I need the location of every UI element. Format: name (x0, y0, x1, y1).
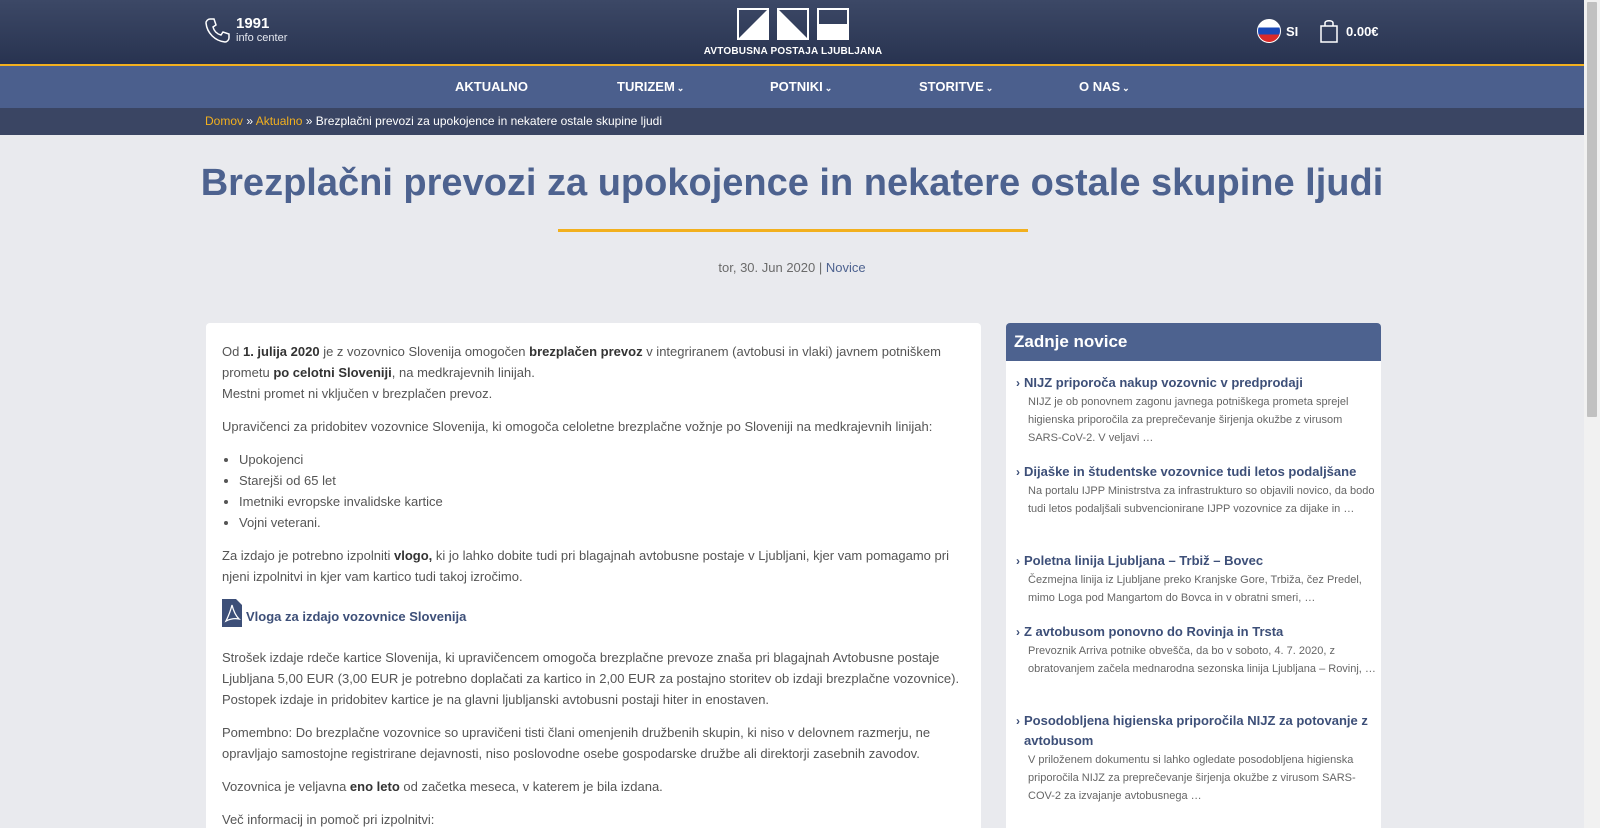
news-title[interactable]: Poletna linija Ljubljana – Trbiž – Bovec (1024, 553, 1264, 568)
eligible-list (239, 449, 965, 533)
text: ki jo lahko dobite tudi pri blagajnah avtobusne postaje v Ljubljani, kjer vam pomagamo pri njeni izpolnitvi in kjer vam kartico tudi takoj izročimo. (222, 548, 949, 584)
sidebar-heading: Zadnje novice (1006, 323, 1381, 361)
breadcrumb-separator: » (305, 114, 313, 128)
bold-text: 1. julija 2020 (242, 344, 320, 359)
shopping-bag-icon (1318, 18, 1340, 44)
news-excerpt: Čezmejna linija iz Ljubljane preko Kranjske Gore, Trbiža, čez Predel, mimo Loga pod Mangartom do Bovca in v obratni smeri, … (1028, 574, 1362, 604)
news-title[interactable]: Z avtobusom ponovno do Rovinja in Trsta (1024, 624, 1284, 639)
post-category[interactable]: Novice (825, 260, 866, 275)
breadcrumb-aktualno[interactable]: Aktualno (255, 114, 303, 128)
chevron-right-icon: › (1016, 465, 1020, 479)
chevron-right-icon: › (1016, 376, 1020, 390)
nav-aktualno[interactable] (455, 79, 528, 94)
news-item[interactable] (1016, 711, 1376, 805)
logo-text: AVTOBUSNA POSTAJA LJUBLJANA (703, 46, 883, 57)
slovenia-flag-icon (1257, 19, 1281, 43)
phone-icon (204, 16, 230, 44)
logo-mark-3 (817, 8, 849, 40)
language-label: SI (1286, 23, 1299, 39)
article-body (206, 323, 981, 828)
nav-o-nas[interactable] (1079, 79, 1130, 94)
chevron-right-icon: › (1016, 714, 1020, 728)
paragraph-eligible: Upravičenci za pridobitev vozovnice Slovenija, ki omogoča celoletne brezplačne vožnje po Sloveniji na medkrajevnih linijah: (222, 419, 933, 434)
nav-storitve[interactable] (919, 79, 993, 94)
news-item[interactable] (1016, 462, 1376, 518)
page-title: Brezplačni prevozi za upokojence in nekatere ostale skupine ljudi (200, 162, 1384, 204)
news-item[interactable] (1016, 373, 1376, 447)
paragraph-more-info: Več informacij in pomoč pri izpolnitvi: (222, 812, 435, 827)
bold-text: brezplačen prevoz (529, 344, 643, 359)
news-excerpt: Prevoznik Arriva potnike obvešča, da bo v soboto, 4. 7. 2020, z obratovanjem začela mednarodna sezonska linija Ljubljana – Rovinj, … (1028, 645, 1376, 675)
paragraph-intro (222, 341, 965, 404)
paragraph-application (222, 545, 965, 587)
language-switcher[interactable] (1257, 19, 1298, 43)
chevron-right-icon: › (1016, 625, 1020, 639)
main-nav (0, 66, 1584, 108)
text: Mestni promet ni vključen v brezplačen prevoz. (222, 386, 493, 401)
title-underline (558, 229, 1028, 232)
text: , na medkrajevnih linijah. (391, 365, 535, 380)
logo-mark-1 (737, 8, 769, 40)
news-excerpt: NIJZ je ob ponovnem zagonu javnega potniškega prometa sprejel higienska priporočila za preprečevanje širjenja okužbe z virusom SARS-CoV-2. V veljavi … (1028, 396, 1349, 444)
list-item: • Starejši od 65 let (239, 470, 965, 491)
list-item: • Upokojenci (239, 449, 965, 470)
nav-label: AKTUALNO (455, 79, 528, 94)
scrollbar-thumb[interactable] (1587, 2, 1597, 417)
page-scrollbar[interactable] (1584, 0, 1600, 828)
breadcrumb-home[interactable]: Domov (205, 114, 244, 128)
news-title[interactable]: Dijaške in študentske vozovnice tudi letos podaljšane (1024, 464, 1357, 479)
site-logo[interactable] (693, 8, 893, 57)
text: Od (222, 344, 243, 359)
nav-label: O NAS (1079, 79, 1121, 94)
chevron-down-icon: ⌄ (676, 83, 685, 93)
breadcrumb (0, 108, 1584, 135)
cart-button[interactable] (1318, 18, 1379, 44)
nav-potniki[interactable] (770, 79, 832, 94)
pdf-link[interactable]: Vloga za izdajo vozovnice Slovenija (246, 609, 467, 624)
news-title[interactable]: NIJZ priporoča nakup vozovnic v predprodaji (1024, 375, 1303, 390)
news-excerpt: Na portalu IJPP Ministrstva za infrastrukturo so objavili novico, da bodo tudi letos podaljšali subvencionirane IJPP vozovnice za dijake in … (1028, 485, 1375, 515)
paragraph-cost: Strošek izdaje rdeče kartice Slovenija, ki upravičencem omogoča brezplačne prevoze znaša pri blagajnah Avtobusne postaje Ljubljana 5,00 EUR (3,00 EUR je potrebno doplačati za kartico in 2,00 EUR za postajno storitev ob izdaji brezplačne vozovnice). Postopek izdaje in pridobitev kartice je na glavni ljubljanski avtobusni postaji hiter in enostaven. (222, 650, 960, 707)
chevron-down-icon: ⌄ (824, 83, 833, 93)
chevron-right-icon: › (1016, 554, 1020, 568)
pdf-download[interactable] (222, 599, 965, 627)
news-item[interactable] (1016, 622, 1376, 678)
pdf-file-icon (222, 599, 242, 627)
breadcrumb-separator: » (246, 114, 254, 128)
chevron-down-icon: ⌄ (1122, 83, 1130, 93)
nav-label: TURIZEM (617, 79, 675, 94)
post-date: tor, 30. Jun 2020 (718, 260, 816, 275)
site-header (0, 0, 1584, 66)
nav-turizem[interactable] (617, 79, 684, 94)
breadcrumb-current: Brezplačni prevozi za upokojence in nekatere ostale skupine ljudi (315, 114, 663, 128)
phone-label: info center (236, 32, 288, 44)
news-item[interactable] (1016, 551, 1376, 607)
paragraph-important: Pomembno: Do brezplačne vozovnice so upravičeni tisti člani omenjenih družbenih skupin, ki niso v delovnem razmerju, ne opravljajo samostojne registrirane dejavnosti, niso poslovodne osebe gospodarske družbe ali direktorji zasebnih zavodov. (222, 725, 931, 761)
logo-mark-2 (777, 8, 809, 40)
phone-number: 1991 (236, 15, 270, 32)
list-item: • Vojni veterani. (239, 512, 965, 533)
chevron-down-icon: ⌄ (985, 83, 994, 93)
text: Vozovnica je veljavna (222, 779, 350, 794)
bold-text: po celotni Sloveniji (273, 365, 392, 380)
cart-total: 0.00€ (1346, 23, 1379, 39)
text: je z vozovnico Slovenija omogočen (319, 344, 530, 359)
list-item: • Imetniki evropske invalidske kartice (239, 491, 965, 512)
news-title[interactable]: Posodobljena higienska priporočila NIJZ za potovanje z avtobusom (1024, 713, 1368, 748)
latest-news-sidebar (1006, 323, 1381, 828)
nav-label: POTNIKI (770, 79, 823, 94)
text: Za izdajo je potrebno izpolniti (222, 548, 394, 563)
bold-text: eno leto (349, 779, 400, 794)
news-excerpt: V priloženem dokumentu si lahko ogledate posodobljena higienska priporočila NIJZ za preprečevanje širjenja okužbe z virusom SARS-COV-2 za izvajanje avtobusnega … (1028, 754, 1356, 802)
paragraph-validity (222, 776, 965, 797)
bold-text: vlogo, (394, 548, 433, 563)
nav-label: STORITVE (919, 79, 984, 94)
text: v integriranem (avtobusi in vlaki) javnem potniškem prometu (222, 344, 941, 380)
post-meta: tor, 30. Jun 2020 | Novice (718, 260, 866, 275)
text: od začetka meseca, v katerem je bila izdana. (399, 779, 663, 794)
info-center[interactable] (204, 16, 287, 44)
